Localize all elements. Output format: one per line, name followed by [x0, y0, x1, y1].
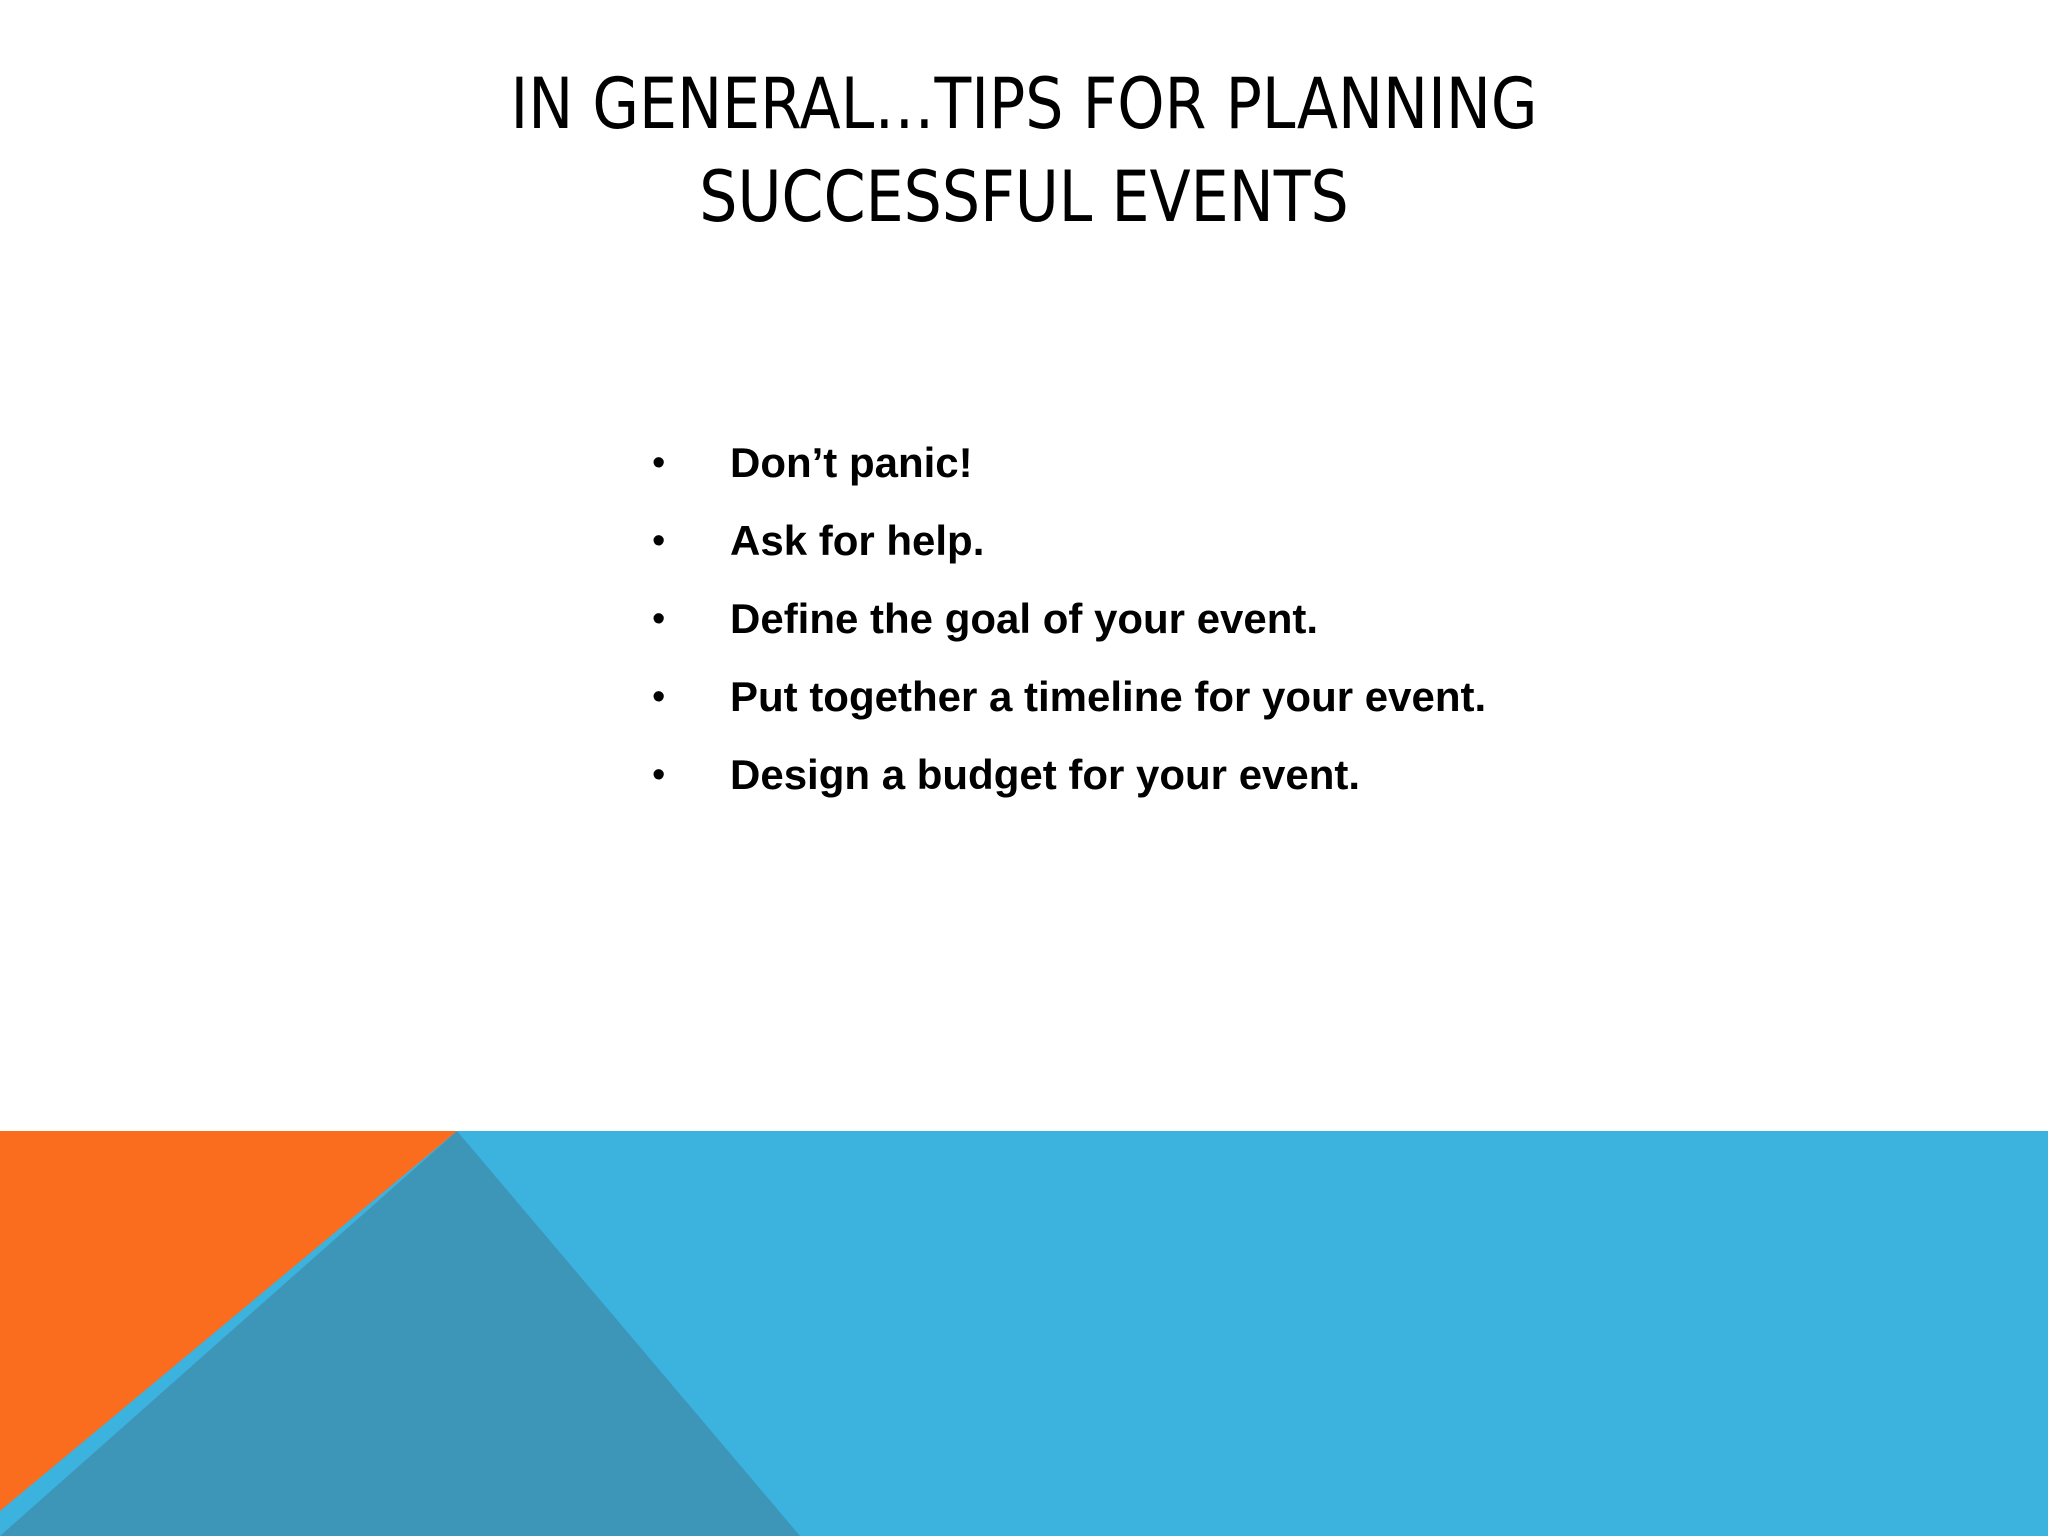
bullet-text: Don’t panic! — [730, 439, 973, 486]
list-item — [648, 592, 1488, 646]
bullet-dot-icon: • — [652, 598, 666, 640]
bullet-dot-icon: • — [652, 754, 666, 796]
bullet-text: Design a budget for your event. — [730, 751, 1361, 798]
bullet-dot-icon: • — [652, 520, 666, 562]
bullet-text: Define the goal of your event. — [730, 595, 1319, 642]
decorative-footer-shapes — [0, 1131, 2048, 1536]
list-item — [648, 514, 1488, 568]
list-item — [648, 670, 1488, 724]
title-line-2: SUCCESSFUL EVENTS — [699, 156, 1349, 238]
bullet-text: Put together a timeline for your event. — [730, 673, 1487, 720]
bullet-text: Ask for help. — [730, 517, 985, 564]
title-line-1: IN GENERAL…TIPS FOR PLANNING — [510, 63, 1538, 145]
slide-title — [401, 58, 1646, 244]
list-item — [648, 748, 1488, 802]
bullet-list — [648, 436, 1488, 826]
bullet-dot-icon: • — [652, 442, 666, 484]
bullet-dot-icon: • — [652, 676, 666, 718]
list-item — [648, 436, 1488, 490]
